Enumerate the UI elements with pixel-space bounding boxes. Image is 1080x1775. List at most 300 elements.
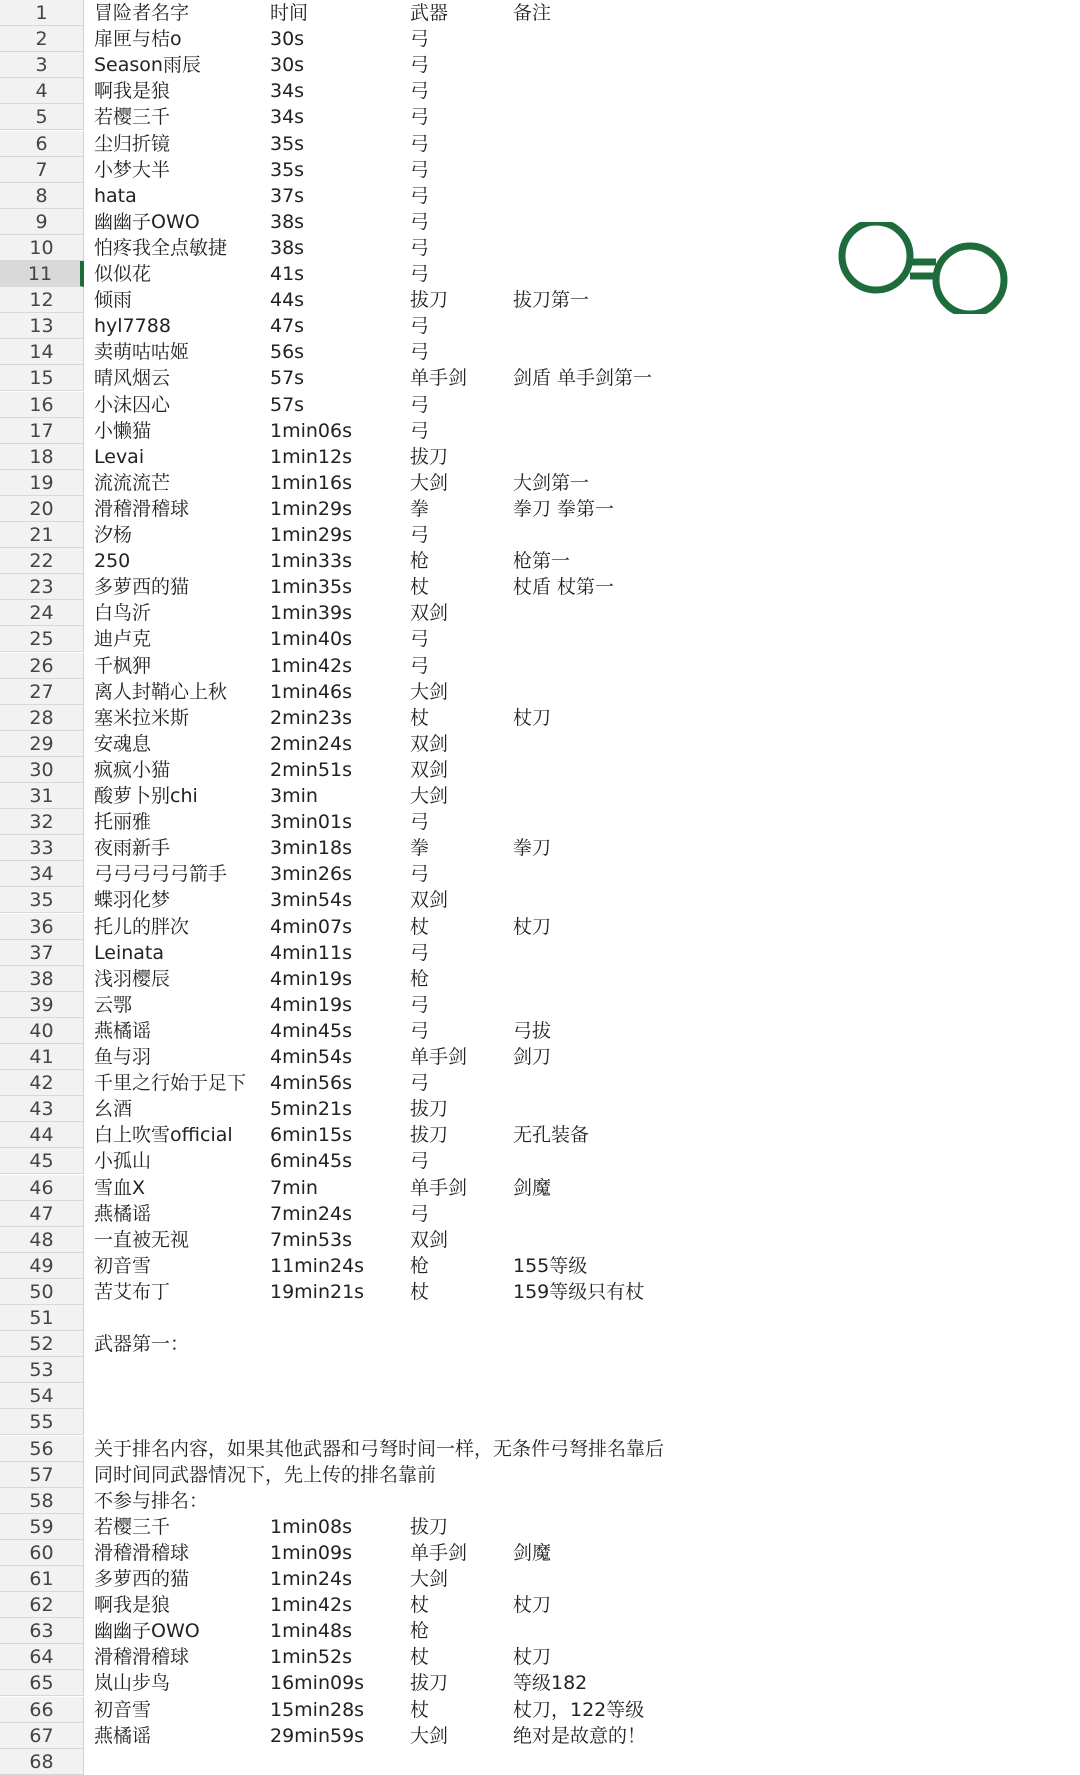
row-number[interactable]: 29 — [0, 731, 84, 757]
time-cell[interactable]: 35s — [270, 158, 305, 181]
time-cell[interactable]: 1min09s — [270, 1541, 352, 1564]
name-cell[interactable]: 白鸟沂 — [94, 602, 152, 625]
table-row — [0, 1488, 1080, 1514]
name-cell[interactable]: 滑稽滑稽球 — [94, 497, 190, 520]
row-number[interactable]: 5 — [0, 104, 84, 130]
row-number[interactable]: 45 — [0, 1148, 84, 1174]
time-cell[interactable]: 1min42s — [270, 1594, 352, 1617]
name-cell[interactable]: 晴风烟云 — [94, 367, 171, 390]
name-cell[interactable]: Leinata — [94, 941, 164, 964]
time-cell[interactable]: 30s — [270, 54, 305, 77]
row-number[interactable]: 43 — [0, 1096, 84, 1122]
time-cell[interactable]: 38s — [270, 210, 305, 233]
row-number[interactable]: 68 — [0, 1749, 84, 1775]
weapon-cell[interactable]: 弓 — [410, 106, 430, 129]
row-number[interactable]: 65 — [0, 1670, 84, 1696]
row-number[interactable]: 40 — [0, 1018, 84, 1044]
note-cell-wide[interactable]: 关于排名内容，如果其他武器和弓弩时间一样，无条件弓弩排名靠后 — [94, 1437, 665, 1460]
weapon-cell[interactable]: 大剑 — [410, 680, 449, 703]
time-cell[interactable]: 1min40s — [270, 628, 352, 651]
row-number[interactable]: 52 — [0, 1331, 84, 1357]
weapon-cell[interactable]: 弓 — [410, 236, 430, 259]
row-number[interactable]: 60 — [0, 1540, 84, 1566]
time-cell[interactable]: 15min28s — [270, 1698, 365, 1721]
name-cell[interactable]: 小孤山 — [94, 1150, 152, 1173]
row-number[interactable]: 19 — [0, 470, 84, 496]
row-number[interactable]: 24 — [0, 600, 84, 626]
name-cell[interactable]: 迪卢克 — [94, 628, 152, 651]
row-number[interactable]: 57 — [0, 1462, 84, 1488]
row-number[interactable]: 39 — [0, 992, 84, 1018]
row-number[interactable]: 21 — [0, 522, 84, 548]
table-row — [0, 1514, 1080, 1540]
table-row — [0, 992, 1080, 1018]
row-number[interactable]: 8 — [0, 183, 84, 209]
table-row — [0, 1122, 1080, 1148]
time-cell[interactable]: 4min11s — [270, 941, 352, 964]
weapon-cell[interactable]: 弓 — [410, 419, 430, 442]
weapon-cell[interactable]: 杖 — [410, 915, 430, 938]
time-cell[interactable]: 30s — [270, 28, 305, 51]
weapon-cell[interactable]: 武器 — [410, 2, 449, 24]
weapon-cell[interactable]: 大剑 — [410, 785, 449, 807]
time-cell[interactable]: 6min15s — [270, 1124, 352, 1147]
row-number[interactable]: 44 — [0, 1122, 84, 1148]
row-number[interactable]: 22 — [0, 548, 84, 574]
note-cell[interactable]: 无孔装备 — [513, 1124, 590, 1147]
row-number[interactable]: 37 — [0, 940, 84, 966]
time-cell[interactable]: 34s — [270, 106, 305, 129]
note-cell-wide[interactable]: 同时间同武器情况下，先上传的排名靠前 — [94, 1463, 437, 1486]
row-number[interactable]: 32 — [0, 809, 84, 835]
name-cell[interactable]: 卖萌咕咕姬 — [94, 341, 190, 364]
name-cell[interactable]: 武器第一： — [94, 1333, 190, 1356]
weapon-cell[interactable]: 弓 — [410, 263, 430, 285]
name-cell[interactable]: 啊我是狼 — [94, 1594, 171, 1617]
note-cell[interactable]: 拳刀 拳第一 — [513, 497, 615, 520]
note-cell[interactable]: 等级182 — [513, 1672, 588, 1695]
row-number[interactable]: 67 — [0, 1723, 84, 1749]
time-cell[interactable]: 2min51s — [270, 758, 352, 781]
row-number[interactable]: 7 — [0, 157, 84, 183]
name-cell[interactable]: 鱼与羽 — [94, 1046, 152, 1068]
table-row — [0, 1749, 1080, 1775]
note-cell[interactable]: 剑刀 — [513, 1046, 552, 1068]
row-number[interactable]: 50 — [0, 1279, 84, 1305]
row-number[interactable]: 11 — [0, 261, 84, 287]
time-cell[interactable]: 5min21s — [270, 1098, 352, 1121]
time-cell[interactable]: 37s — [270, 184, 305, 207]
weapon-cell[interactable]: 弓 — [410, 341, 430, 364]
name-cell[interactable]: 一直被无视 — [94, 1228, 190, 1251]
table-row — [0, 522, 1080, 548]
weapon-cell[interactable]: 枪 — [410, 550, 430, 573]
table-row — [0, 1070, 1080, 1096]
weapon-cell[interactable]: 弓 — [410, 315, 430, 338]
name-cell[interactable]: hyl7788 — [94, 315, 171, 338]
row-number[interactable]: 20 — [0, 496, 84, 522]
row-number[interactable]: 12 — [0, 287, 84, 313]
row-number[interactable]: 63 — [0, 1618, 84, 1644]
time-cell[interactable]: 1min16s — [270, 471, 352, 494]
name-cell[interactable]: 似似花 — [94, 263, 152, 285]
name-cell[interactable]: 塞米拉米斯 — [94, 706, 190, 729]
weapon-cell[interactable]: 弓 — [410, 80, 430, 103]
name-cell[interactable]: 燕橘谣 — [94, 1202, 152, 1225]
row-number[interactable]: 49 — [0, 1253, 84, 1279]
weapon-cell[interactable]: 单手剑 — [410, 1541, 468, 1564]
weapon-cell[interactable]: 大剑 — [410, 1724, 449, 1747]
row-number[interactable]: 38 — [0, 966, 84, 992]
weapon-cell[interactable]: 弓 — [410, 628, 430, 651]
name-cell[interactable]: 托丽雅 — [94, 811, 152, 834]
note-cell[interactable]: 绝对是故意的！ — [513, 1724, 647, 1747]
name-cell[interactable]: 弓弓弓弓弓箭手 — [94, 863, 228, 886]
name-cell[interactable]: 夜雨新手 — [94, 837, 171, 860]
time-cell[interactable]: 57s — [270, 393, 305, 416]
time-cell[interactable]: 56s — [270, 341, 305, 364]
row-number[interactable]: 35 — [0, 887, 84, 913]
weapon-cell[interactable]: 杖 — [410, 1646, 430, 1669]
table-row — [0, 861, 1080, 887]
time-cell[interactable]: 时间 — [270, 2, 309, 24]
time-cell[interactable]: 4min54s — [270, 1046, 352, 1068]
note-cell[interactable]: 大剑第一 — [513, 471, 590, 494]
weapon-cell[interactable]: 双剑 — [410, 732, 449, 755]
weapon-cell[interactable]: 弓 — [410, 393, 430, 416]
time-cell[interactable]: 34s — [270, 80, 305, 103]
note-cell[interactable]: 159等级只有杖 — [513, 1280, 645, 1303]
table-row — [0, 0, 1080, 26]
weapon-cell[interactable]: 枪 — [410, 1620, 430, 1643]
weapon-cell[interactable]: 弓 — [410, 158, 430, 181]
note-cell[interactable]: 剑魔 — [513, 1176, 552, 1199]
table-row — [0, 26, 1080, 52]
name-cell[interactable]: hata — [94, 184, 137, 207]
row-number[interactable]: 28 — [0, 705, 84, 731]
note-cell[interactable]: 枪第一 — [513, 550, 571, 573]
name-cell[interactable]: 蝶羽化梦 — [94, 889, 171, 912]
row-number[interactable]: 56 — [0, 1436, 84, 1462]
name-cell[interactable]: 滑稽滑稽球 — [94, 1646, 190, 1669]
table-row — [0, 1096, 1080, 1122]
name-cell[interactable]: 尘归折镜 — [94, 132, 171, 155]
row-number[interactable]: 17 — [0, 418, 84, 444]
note-cell[interactable]: 杖刀 — [513, 1594, 552, 1617]
weapon-cell[interactable]: 拔刀 — [410, 289, 449, 312]
row-number[interactable]: 23 — [0, 574, 84, 600]
weapon-cell[interactable]: 单手剑 — [410, 367, 468, 390]
name-cell[interactable]: 千枫狎 — [94, 654, 152, 677]
table-row — [0, 1462, 1080, 1488]
table-row — [0, 1357, 1080, 1383]
weapon-cell[interactable]: 拔刀 — [410, 1098, 449, 1121]
weapon-cell[interactable]: 弓 — [410, 54, 430, 77]
note-cell[interactable]: 拳刀 — [513, 837, 552, 860]
name-cell[interactable]: 小梦大半 — [94, 158, 171, 181]
row-number[interactable]: 15 — [0, 365, 84, 391]
time-cell[interactable]: 1min35s — [270, 576, 352, 599]
name-cell[interactable]: Levai — [94, 445, 145, 468]
weapon-cell[interactable]: 弓 — [410, 1202, 430, 1225]
row-number[interactable]: 25 — [0, 626, 84, 652]
time-cell[interactable]: 1min42s — [270, 654, 352, 677]
table-row — [0, 1148, 1080, 1174]
note-cell[interactable]: 杖盾 杖第一 — [513, 576, 615, 599]
name-cell[interactable]: 岚山步鸟 — [94, 1672, 171, 1695]
time-cell[interactable]: 1min08s — [270, 1515, 352, 1538]
note-cell[interactable]: 剑盾 单手剑第一 — [513, 367, 653, 390]
weapon-cell[interactable]: 弓 — [410, 1150, 430, 1173]
table-row — [0, 1227, 1080, 1253]
row-number[interactable]: 41 — [0, 1044, 84, 1070]
time-cell[interactable]: 1min39s — [270, 602, 352, 625]
note-cell[interactable]: 拔刀第一 — [513, 289, 590, 312]
name-cell[interactable]: 幽幽子OWO — [94, 210, 200, 233]
weapon-cell[interactable]: 弓 — [410, 863, 430, 886]
time-cell[interactable]: 3min18s — [270, 837, 352, 860]
weapon-cell[interactable]: 枪 — [410, 1254, 430, 1277]
time-cell[interactable]: 6min45s — [270, 1150, 352, 1173]
table-row — [0, 104, 1080, 130]
name-cell[interactable]: 托儿的胖次 — [94, 915, 190, 938]
weapon-cell[interactable]: 弓 — [410, 210, 430, 233]
note-cell[interactable]: 备注 — [513, 2, 552, 24]
weapon-cell[interactable]: 弓 — [410, 524, 430, 546]
name-cell[interactable]: 幽幽子OWO — [94, 1620, 200, 1643]
weapon-cell[interactable]: 杖 — [410, 1280, 430, 1303]
weapon-cell[interactable]: 杖 — [410, 706, 430, 729]
name-cell[interactable]: 安魂息 — [94, 732, 152, 755]
weapon-cell[interactable]: 拔刀 — [410, 445, 449, 468]
weapon-cell[interactable]: 拔刀 — [410, 1515, 449, 1538]
row-number[interactable]: 10 — [0, 235, 84, 261]
name-cell[interactable]: 浅羽樱辰 — [94, 967, 171, 990]
time-cell[interactable]: 35s — [270, 132, 305, 155]
name-cell[interactable]: 幺酒 — [94, 1098, 133, 1121]
table-row — [0, 392, 1080, 418]
time-cell[interactable]: 1min24s — [270, 1568, 352, 1590]
note-cell[interactable]: 弓拔 — [513, 1019, 552, 1042]
name-cell[interactable]: 燕橘谣 — [94, 1724, 152, 1747]
row-number[interactable]: 55 — [0, 1409, 84, 1435]
name-cell[interactable]: 汐杨 — [94, 524, 133, 546]
time-cell[interactable]: 11min24s — [270, 1254, 365, 1277]
name-cell[interactable]: 千里之行始于足下 — [94, 1072, 247, 1095]
weapon-cell[interactable]: 弓 — [410, 28, 430, 51]
name-cell[interactable]: 冒险者名字 — [94, 2, 190, 24]
time-cell[interactable]: 7min24s — [270, 1202, 352, 1225]
row-number[interactable]: 62 — [0, 1592, 84, 1618]
row-number[interactable]: 66 — [0, 1697, 84, 1723]
name-cell[interactable]: 若樱三千 — [94, 106, 171, 129]
time-cell[interactable]: 1min48s — [270, 1620, 352, 1643]
name-cell[interactable]: 倾雨 — [94, 289, 133, 312]
note-cell[interactable]: 剑魔 — [513, 1541, 552, 1564]
weapon-cell[interactable]: 拔刀 — [410, 1124, 449, 1147]
row-number[interactable]: 3 — [0, 52, 84, 78]
name-cell[interactable]: 扉匣与桔o — [94, 28, 182, 51]
weapon-cell[interactable]: 单手剑 — [410, 1046, 468, 1068]
row-number[interactable]: 33 — [0, 835, 84, 861]
table-row — [0, 444, 1080, 470]
name-cell[interactable]: 初音雪 — [94, 1254, 152, 1277]
time-cell[interactable]: 4min19s — [270, 993, 352, 1016]
name-cell[interactable]: 燕橘谣 — [94, 1019, 152, 1042]
table-row — [0, 653, 1080, 679]
note-cell[interactable]: 杖刀 — [513, 706, 552, 729]
name-cell[interactable]: 多萝西的猫 — [94, 1568, 190, 1590]
name-cell[interactable]: 雪血X — [94, 1176, 146, 1199]
weapon-cell[interactable]: 弓 — [410, 1072, 430, 1095]
note-cell[interactable]: 杖刀 — [513, 915, 552, 938]
weapon-cell[interactable]: 大剑 — [410, 471, 449, 494]
name-cell[interactable]: 不参与排名： — [94, 1489, 209, 1512]
row-number[interactable]: 18 — [0, 444, 84, 470]
time-cell[interactable]: 1min12s — [270, 445, 352, 468]
time-cell[interactable]: 47s — [270, 315, 305, 338]
time-cell[interactable]: 41s — [270, 263, 305, 285]
name-cell[interactable]: 小懒猫 — [94, 419, 152, 442]
name-cell[interactable]: 250 — [94, 550, 131, 573]
name-cell[interactable]: 云鄂 — [94, 993, 133, 1016]
time-cell[interactable]: 3min — [270, 785, 318, 807]
weapon-cell[interactable]: 拔刀 — [410, 1672, 449, 1695]
weapon-cell[interactable]: 弓 — [410, 184, 430, 207]
row-number[interactable]: 53 — [0, 1357, 84, 1383]
time-cell[interactable]: 7min — [270, 1176, 318, 1199]
weapon-cell[interactable]: 弓 — [410, 941, 430, 964]
weapon-cell[interactable]: 弓 — [410, 132, 430, 155]
time-cell[interactable]: 29min59s — [270, 1724, 365, 1747]
row-number[interactable]: 16 — [0, 392, 84, 418]
row-number[interactable]: 58 — [0, 1488, 84, 1514]
time-cell[interactable]: 4min07s — [270, 915, 352, 938]
table-row — [0, 1201, 1080, 1227]
time-cell[interactable]: 1min06s — [270, 419, 352, 442]
time-cell[interactable]: 4min56s — [270, 1072, 352, 1095]
table-row — [0, 1279, 1080, 1305]
table-row — [0, 1670, 1080, 1696]
row-number[interactable]: 51 — [0, 1305, 84, 1331]
row-number[interactable]: 64 — [0, 1644, 84, 1670]
time-cell[interactable]: 38s — [270, 236, 305, 259]
weapon-cell[interactable]: 拳 — [410, 497, 430, 520]
row-number[interactable]: 42 — [0, 1070, 84, 1096]
time-cell[interactable]: 16min09s — [270, 1672, 365, 1695]
time-cell[interactable]: 1min29s — [270, 497, 352, 520]
name-cell[interactable]: 若樱三千 — [94, 1515, 171, 1538]
note-cell[interactable]: 杖刀，122等级 — [513, 1698, 645, 1721]
time-cell[interactable]: 3min01s — [270, 811, 352, 834]
name-cell[interactable]: 小沫囚心 — [94, 393, 171, 416]
time-cell[interactable]: 4min45s — [270, 1019, 352, 1042]
table-row — [0, 600, 1080, 626]
row-number[interactable]: 27 — [0, 679, 84, 705]
name-cell[interactable]: 初音雪 — [94, 1698, 152, 1721]
weapon-cell[interactable]: 双剑 — [410, 1228, 449, 1251]
row-number[interactable]: 54 — [0, 1383, 84, 1409]
name-cell[interactable]: Season雨辰 — [94, 54, 201, 77]
name-cell[interactable]: 流流流芒 — [94, 471, 171, 494]
row-number[interactable]: 2 — [0, 26, 84, 52]
name-cell[interactable]: 酸萝卜别chi — [94, 785, 198, 807]
time-cell[interactable]: 3min26s — [270, 863, 352, 886]
row-number[interactable]: 14 — [0, 339, 84, 365]
weapon-cell[interactable]: 弓 — [410, 654, 430, 677]
row-number[interactable]: 1 — [0, 0, 84, 26]
row-number[interactable]: 13 — [0, 313, 84, 339]
row-number[interactable]: 47 — [0, 1201, 84, 1227]
table-row — [0, 78, 1080, 104]
weapon-cell[interactable]: 弓 — [410, 993, 430, 1016]
row-number[interactable]: 46 — [0, 1175, 84, 1201]
name-cell[interactable]: 啊我是狼 — [94, 80, 171, 103]
row-number[interactable]: 36 — [0, 914, 84, 940]
time-cell[interactable]: 7min53s — [270, 1228, 352, 1251]
row-number[interactable]: 9 — [0, 209, 84, 235]
time-cell[interactable]: 2min24s — [270, 732, 352, 755]
weapon-cell[interactable]: 杖 — [410, 576, 430, 599]
weapon-cell[interactable]: 双剑 — [410, 602, 449, 625]
table-row — [0, 940, 1080, 966]
weapon-cell[interactable]: 双剑 — [410, 889, 449, 912]
row-number[interactable]: 48 — [0, 1227, 84, 1253]
time-cell[interactable]: 3min54s — [270, 889, 352, 912]
weapon-cell[interactable]: 双剑 — [410, 758, 449, 781]
time-cell[interactable]: 1min29s — [270, 524, 352, 546]
table-row — [0, 1436, 1080, 1462]
weapon-cell[interactable]: 弓 — [410, 1019, 430, 1042]
row-number[interactable]: 59 — [0, 1514, 84, 1540]
row-number[interactable]: 31 — [0, 783, 84, 809]
name-cell[interactable]: 离人封鞘心上秋 — [94, 680, 228, 703]
row-number[interactable]: 6 — [0, 131, 84, 157]
time-cell[interactable]: 19min21s — [270, 1280, 365, 1303]
time-cell[interactable]: 1min33s — [270, 550, 352, 573]
time-cell[interactable]: 57s — [270, 367, 305, 390]
time-cell[interactable]: 2min23s — [270, 706, 352, 729]
name-cell[interactable]: 滑稽滑稽球 — [94, 1541, 190, 1564]
row-number[interactable]: 34 — [0, 861, 84, 887]
time-cell[interactable]: 4min19s — [270, 967, 352, 990]
weapon-cell[interactable]: 大剑 — [410, 1568, 449, 1590]
table-row — [0, 470, 1080, 496]
note-cell[interactable]: 杖刀 — [513, 1646, 552, 1669]
table-row — [0, 548, 1080, 574]
weapon-cell[interactable]: 单手剑 — [410, 1176, 468, 1199]
row-number[interactable]: 4 — [0, 78, 84, 104]
row-number[interactable]: 61 — [0, 1566, 84, 1592]
time-cell[interactable]: 1min46s — [270, 680, 352, 703]
weapon-cell[interactable]: 拳 — [410, 837, 430, 860]
weapon-cell[interactable]: 杖 — [410, 1698, 430, 1721]
weapon-cell[interactable]: 弓 — [410, 811, 430, 834]
name-cell[interactable]: 多萝西的猫 — [94, 576, 190, 599]
note-cell[interactable]: 155等级 — [513, 1254, 588, 1277]
name-cell[interactable]: 白上吹雪official — [94, 1124, 233, 1147]
row-number[interactable]: 26 — [0, 653, 84, 679]
name-cell[interactable]: 苦艾布丁 — [94, 1280, 171, 1303]
name-cell[interactable]: 疯疯小猫 — [94, 758, 171, 781]
weapon-cell[interactable]: 枪 — [410, 967, 430, 990]
weapon-cell[interactable]: 杖 — [410, 1594, 430, 1617]
table-row — [0, 1253, 1080, 1279]
row-number[interactable]: 30 — [0, 757, 84, 783]
time-cell[interactable]: 44s — [270, 289, 305, 312]
name-cell[interactable]: 怕疼我全点敏捷 — [94, 236, 228, 259]
time-cell[interactable]: 1min52s — [270, 1646, 352, 1669]
